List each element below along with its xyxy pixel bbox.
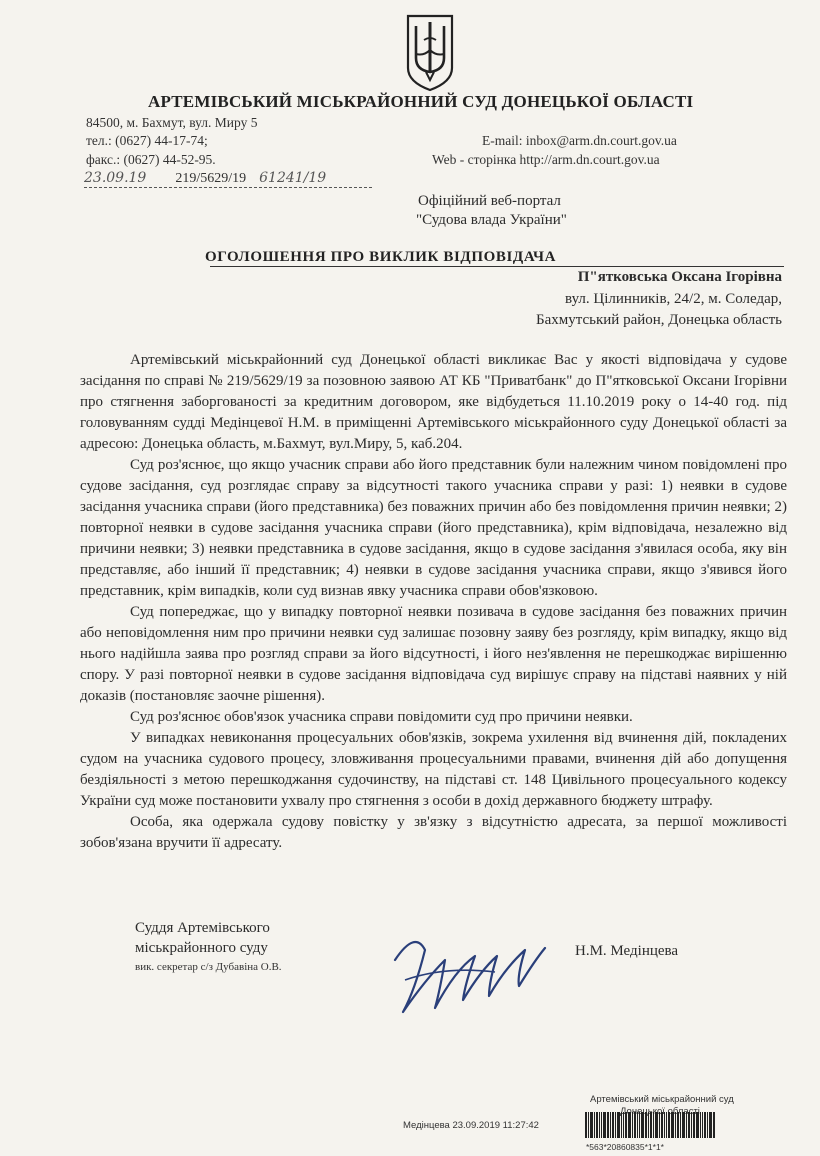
reference-underline — [84, 187, 372, 188]
signatory-title-line1: Суддя Артемівського — [135, 920, 270, 936]
addressee-street: вул. Цілинників, 24/2, м. Соледар, — [565, 291, 782, 307]
handwritten-outgoing-number: 61241/19 — [259, 170, 327, 186]
stamp-barcode-text: *563*20860835*1*1* — [586, 1142, 664, 1152]
title-underline — [210, 266, 784, 267]
paragraph-absence-rules: Суд роз'яснює, що якщо учасник справи або його представник були належним чином повідомлені про судове засідання, суд розглядає справу за відсутності такого учасника справи у разі: 1) неявки в судове засідання учасника справи (його представника) без поважних причин або без повідомлення причин неявки; 2) повторної неявки в судове засідання учасника справи (його представника), крім відповідача, незалежно від причини неявки; 3) неявки представника в судове засідання, якщо в судове засідання з'явилася особа, яку він представляє, або інший її представник; 4) неявки в судове засідання учасника справи, якщо з'явився його представник, крім випадків, коли суд визнав явку учасника справи обов'язковою. — [80, 457, 787, 599]
recipient-portal-line1: Офіційний веб-портал — [418, 193, 561, 209]
paragraph-summons: Артемівський міськрайонний суд Донецької області викликає Вас у якості відповідача у судове засідання по справі № 219/5629/19 за позовною заявою АТ КБ "Приватбанк" до П"ятковської Оксани Ігорівни про стягнення заборгованості за кредитним договором, яке відбудеться 11.10.2019 року о 14-40 год. під головуванням судді Медінцевої Н.М. в приміщенні Артемівського міськрайонного суду Донецької області за адресою: Донецька область, м.Бахмут, вул.Миру, 5, каб.204. — [80, 352, 787, 452]
court-address: 84500, м. Бахмут, вул. Миру 5 — [86, 115, 258, 130]
addressee-district: Бахмутський район, Донецька область — [535, 312, 782, 328]
paragraph-duty: Суд роз'яснює обов'язок учасника справи повідомити суд про причини неявки. — [130, 709, 633, 725]
judge-name: Н.М. Медінцева — [575, 943, 679, 959]
handwritten-signature — [385, 920, 555, 1020]
addressee-name: П"ятковська Оксана Ігорівна — [577, 269, 782, 285]
court-website: Web - сторінка http://arm.dn.court.gov.ua — [432, 152, 660, 167]
notice-body — [80, 350, 787, 854]
outgoing-reference — [84, 170, 326, 187]
handwritten-date: 23.09.19 — [84, 170, 147, 186]
barcode — [585, 1112, 765, 1138]
paragraph-delivery: Особа, яка одержала судову повістку у зв'язку з відсутністю адресата, за першої можливості зобов'язана вручити її адресату. — [80, 814, 787, 851]
court-phone: тел.: (0627) 44-17-74; — [86, 133, 208, 148]
court-email: E-mail: inbox@arm.dn.court.gov.ua — [482, 133, 677, 148]
secretary-line: вик. секретар с/з Дубавіна О.В. — [135, 961, 282, 973]
court-name: АРТЕМІВСЬКИЙ МІСЬКРАЙОННИЙ СУД ДОНЕЦЬКОЇ ОБЛАСТІ — [148, 92, 694, 111]
case-number: 219/5629/19 — [175, 171, 247, 186]
coat-of-arms-icon — [404, 10, 456, 94]
recipient-portal-line2: "Судова влада України" — [416, 212, 567, 228]
document-title: ОГОЛОШЕННЯ ПРО ВИКЛИК ВІДПОВІДАЧА — [205, 249, 557, 265]
stamp-court-line1: Артемівський міськрайонний суд — [590, 1094, 734, 1105]
stamp-signed-by: Медінцева 23.09.2019 11:27:42 — [403, 1120, 539, 1131]
paragraph-warning: Суд попереджає, що у випадку повторної неявки позивача в судове засідання без поважних причин або неповідомлення ним про причини неявки суд залишає позовну заяву без розгляду, крім випадку, якщо від нього надійшла заява про розгляд справи за його відсутності, і його нез'явлення не перешкоджає вирішенню спору. У разі повторної неявки в судове засідання відповідача суд вирішує справу на підставі наявних у ній доказів (постановляє заочне рішення). — [80, 604, 787, 704]
court-fax: факс.: (0627) 44-52-95. — [86, 152, 216, 167]
paragraph-penalty: У випадках невиконання процесуальних обов'язків, зокрема ухилення від вчинення дій, покладених судом на учасника судового процесу, зловживання процесуальними правами, вчинення дій або допущення бездіяльності з метою перешкоджання судочинству, на підставі ст. 148 Цивільного процесуального кодексу України суд може постановити ухвалу про стягнення з особи в дохід державного бюджету штрафу. — [80, 730, 787, 809]
signatory-title-line2: міськрайонного суду — [135, 940, 268, 956]
